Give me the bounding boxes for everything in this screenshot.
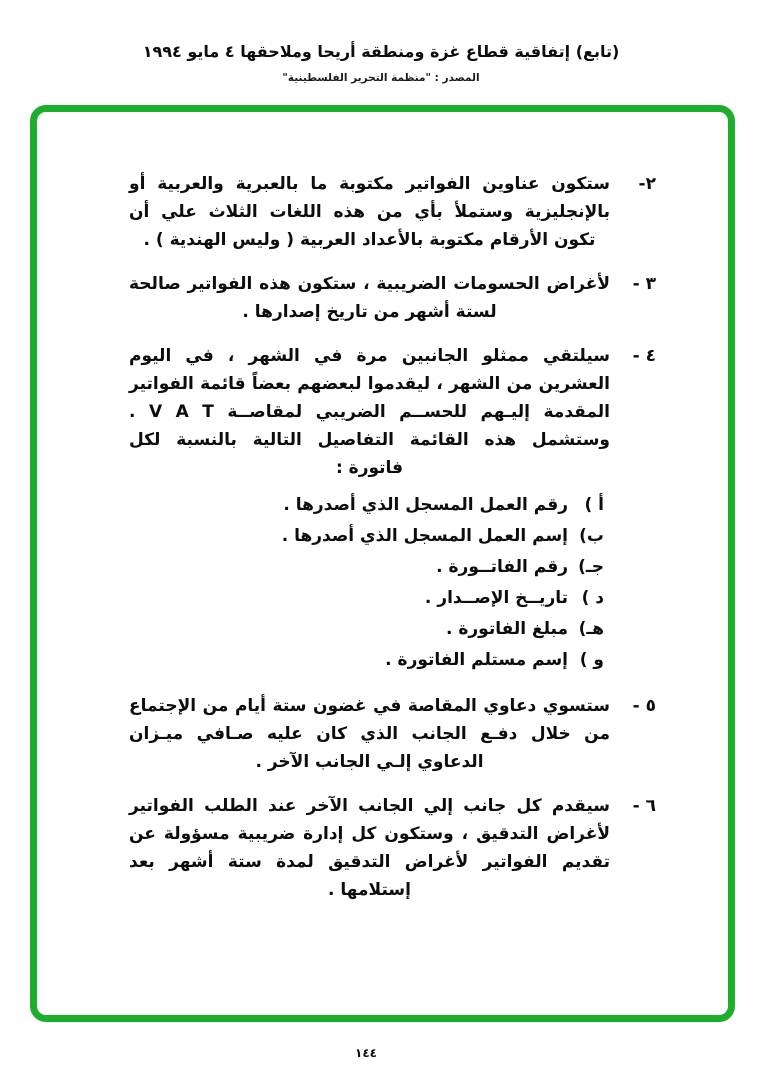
subitem-letter: جـ) [578, 557, 604, 577]
sublist-item-d [129, 583, 604, 614]
item-text: ستسوي دعاوي المقاصة في غضون ستة أيام من الإجتماع من خلال دفـع الجانب الذي كان عليه صـافي ميـزان الدعاوي إلـي الجانب الآخر . [129, 696, 610, 772]
page-title: (تابع) إتفاقية قطاع غزة ومنطقة أريحا وملاحقها ٤ مايو ١٩٩٤ [142, 42, 620, 61]
sublist-item-b [129, 521, 604, 552]
numbered-item-4 [129, 342, 656, 676]
sublist-item-a [129, 490, 604, 521]
sublist-item-j [129, 552, 604, 583]
subitem-letter: هـ) [578, 619, 604, 639]
numbered-item-6 [129, 792, 656, 904]
source-line: المصدر : "منظمة التحرير الفلسطينية" [282, 72, 480, 84]
sublist-item-w [129, 645, 604, 676]
page-number: ١٤٤ [355, 1046, 377, 1060]
subitem-text: رقم العمل المسجل الذي أصدرها . [283, 495, 568, 515]
subitem-letter: د ) [581, 588, 604, 608]
subitem-text: مبلغ الفاتورة . [445, 619, 568, 639]
subitem-letter: ب) [579, 526, 604, 546]
item-text: لأغراض الحسومات الضريبية ، ستكون هذه الفواتير صالحة لستة أشهر من تاريخ إصدارها . [129, 274, 610, 322]
item-text: سيقدم كل جانب إلي الجانب الآخر عند الطلب الفواتير لأغراض التدقيق ، وستكون كل إدارة ضريبية مسؤولة عن تقديم الفواتير لأغراض التدقيق لمدة ستة أشهر بعد إستلامها . [129, 796, 610, 900]
item-text: سيلتقي ممثلو الجانبين مرة في الشهر ، في اليوم العشرين من الشهر ، ليقدموا لبعضهم بعضاً قائمة الفواتير المقدمة إليـهم للحســم الضريبي لمقاصــة V A T . وستشمل هذه القائمة التفاصيل التالية بالنسبة لكل فاتورة : [129, 346, 610, 478]
subitem-text: إسم مستلم الفاتورة . [385, 650, 568, 670]
subitem-text: تاريــخ الإصــدار . [424, 588, 568, 608]
item-number: ٢- [638, 174, 656, 194]
subitem-letter: أ ) [584, 495, 604, 515]
numbered-item-3 [129, 270, 656, 326]
subitem-letter: و ) [579, 650, 604, 670]
numbered-item-2 [129, 170, 656, 254]
item-number: ٤ - [632, 346, 656, 366]
invoice-details-sublist [129, 490, 604, 676]
item-number: ٣ - [632, 274, 656, 294]
item-text: ستكون عناوين الفواتير مكتوبة ما بالعبرية والعربية أو بالإنجليزية وستملأ بأي من هذه اللغات الثلاث علي أن تكون الأرقام مكتوبة بالأعداد العربية ( وليس الهندية ) . [129, 174, 610, 250]
item-body [129, 342, 610, 676]
content-border-box [30, 105, 735, 1022]
item-number: ٥ - [632, 696, 656, 716]
subitem-text: رقم الفاتــورة . [436, 557, 568, 577]
numbered-item-5 [129, 692, 656, 776]
subitem-text: إسم العمل المسجل الذي أصدرها . [281, 526, 568, 546]
document-body [129, 170, 656, 920]
item-number: ٦ - [632, 796, 656, 816]
sublist-item-h [129, 614, 604, 645]
